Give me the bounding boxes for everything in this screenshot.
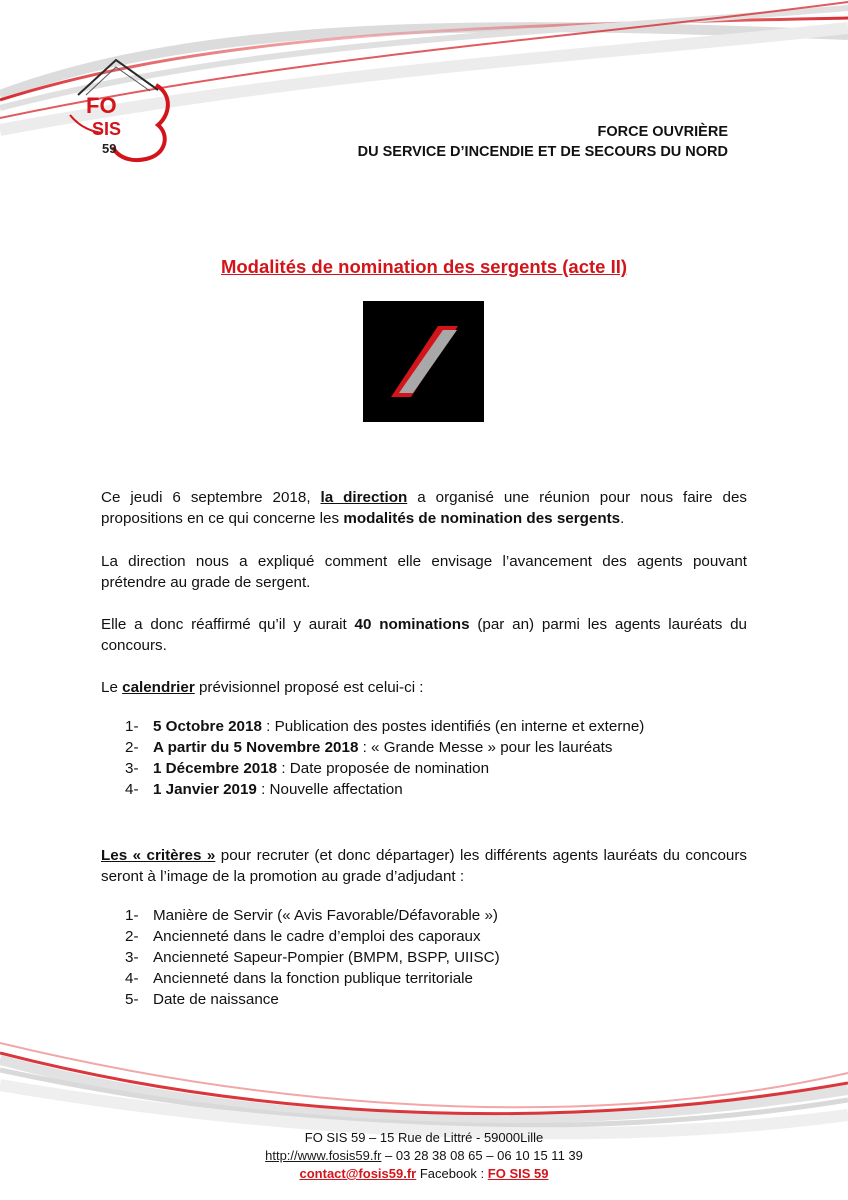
org-line-1: FORCE OUVRIÈRE [597,124,728,140]
list-item: 3- 1 Décembre 2018 : Date proposée de nomination [125,760,490,777]
criteres-emphasis: Les « critères » [101,847,216,864]
modalites-emphasis: modalités de nomination des sergents [343,510,621,527]
calendrier-emphasis: calendrier [122,679,195,696]
list-item: 1- 5 Octobre 2018 : Publication des postes identifiés (en interne et externe) [125,718,645,735]
logo-text-fo: FO [86,93,117,118]
nominations-count: 40 nominations [354,616,470,633]
paragraph-meeting: Ce jeudi 6 septembre 2018, la direction a organisé une réunion pour nous faire des propositions en ce qui concerne les modalités de nomination des sergents. [101,489,747,527]
footer-contact-line-2: contact@fosis59.fr Facebook : FO SIS 59 [299,1166,549,1181]
la-direction-emphasis: la direction [320,489,408,506]
criteria-list [125,905,765,1010]
facebook-link[interactable]: FO SIS 59 [487,1166,549,1181]
calendar-list [125,716,765,800]
footer-address: FO SIS 59 – 15 Rue de Littré - 59000Lille [304,1130,544,1145]
document-title: Modalités de nomination des sergents (acte II) [220,256,628,277]
list-item: 4- Ancienneté dans la fonction publique territoriale [125,970,473,987]
fo-sis-59-logo [58,55,180,167]
logo-text-59: 59 [102,141,117,156]
logo-text-sis: SIS [92,119,122,139]
list-item: 4- 1 Janvier 2019 : Nouvelle affectation [125,781,403,798]
list-item: 2- Ancienneté dans le cadre d’emploi des caporaux [125,928,481,945]
paragraph-criteria-intro: Les « critères » pour recruter (et donc départager) les différents agents lauréats du concours seront à l’image de la promotion au grade d’adjudant : [101,847,748,885]
list-item: 3- Ancienneté Sapeur-Pompier (BMPM, BSPP, UIISC) [125,949,500,966]
email-link[interactable]: contact@fosis59.fr [299,1166,417,1181]
list-item: 2- A partir du 5 Novembre 2018 : « Grande Messe » pour les lauréats [125,739,613,756]
paragraph-calendar-intro: Le calendrier prévisionnel proposé est celui-ci : [101,679,424,696]
footer-contact-line-1: http://www.fosis59.fr – 03 28 38 08 65 – 06 10 15 11 39 [265,1148,583,1163]
footer [0,1129,848,1183]
list-item: 5- Date de naissance [125,991,279,1008]
organization-header [358,122,728,162]
paragraph-nominations: Elle a donc réaffirmé qu’il y aurait 40 nominations (par an) parmi les agents lauréats du concours. [101,616,747,654]
sergent-rank-insignia [363,301,484,422]
org-line-2: DU SERVICE D’INCENDIE ET DE SECOURS DU NORD [357,144,728,160]
website-link[interactable]: http://www.fosis59.fr [265,1148,382,1163]
paragraph-direction-explanation: La direction nous a expliqué comment elle envisage l’avancement des agents pouvant prétendre au grade de sergent. [101,553,747,591]
list-item: 1- Manière de Servir (« Avis Favorable/Défavorable ») [125,907,498,924]
